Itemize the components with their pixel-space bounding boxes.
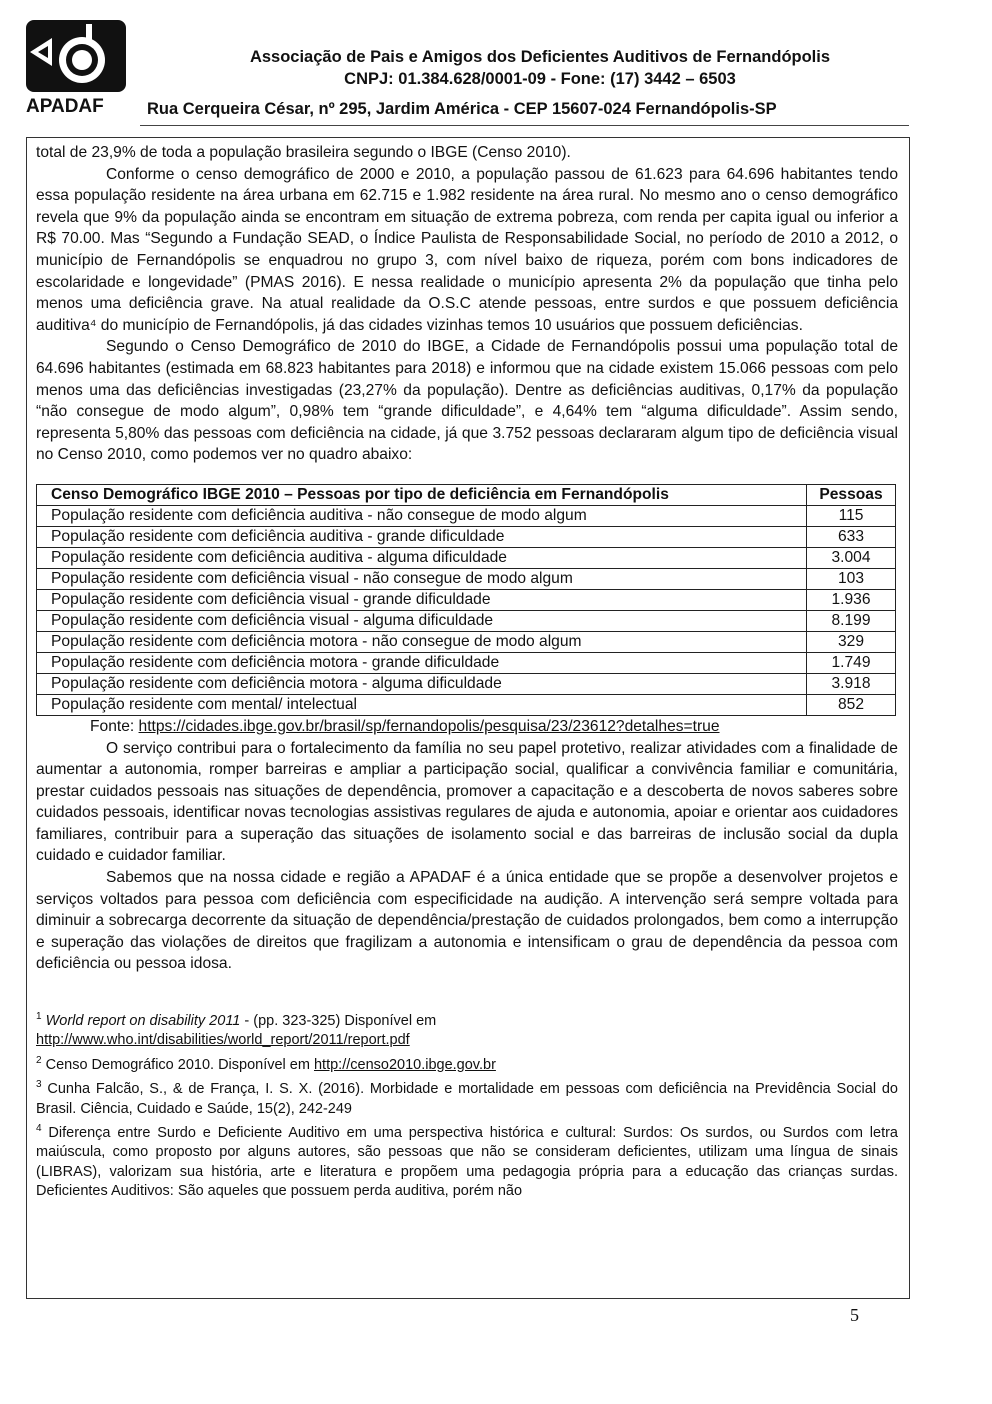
row-value: 103 — [807, 568, 896, 589]
row-value: 1.749 — [807, 652, 896, 673]
row-value: 3.918 — [807, 673, 896, 694]
footnote-4 — [36, 1119, 898, 1202]
row-label: População residente com deficiência motora - alguma dificuldade — [37, 673, 807, 694]
row-value: 3.004 — [807, 547, 896, 568]
paragraph-4: O serviço contribui para o fortalecimento da família no seu papel protetivo, realizar atividades com a finalidade de aumentar a autonomia, romper barreiras e ampliar a participação social, qualificar a convivência familiar e comunitária, prestar cuidados pessoais nas situações de dependência, promover a capacitação e a descoberta de novos saberes sobre cuidados pessoais, identificar novas tecnologias assistivas regulares de ajuda e autonomia, apoiar e orientar aos cuidadores familiares, contribuir para a superação das situações de isolamento social e das barreiras de inclusão social da dupla cuidado e cuidador familiar. — [36, 739, 898, 865]
table-row — [37, 547, 896, 568]
table-row — [37, 526, 896, 547]
row-value: 1.936 — [807, 589, 896, 610]
table-row — [37, 505, 896, 526]
table-source — [90, 716, 898, 738]
footnote-4-text: Diferença entre Surdo e Deficiente Auditivo em uma perspectiva histórica e cultural: Surdos: Os surdos, ou Surdos com letra maiúscula, como proposto por alguns autores, são pessoas que não se consideram deficientes, utilizam uma língua de sinais (LIBRAS), valorizam sua história, arte e literatura e propõem uma pedagogia própria para a educação das crianças surdas. Deficientes Auditivos: São aqueles que possuem perda auditiva, porém não — [36, 1124, 898, 1200]
paragraph-3: Segundo o Censo Demográfico de 2010 do IBGE, a Cidade de Fernandópolis possui uma população total de 64.696 habitantes (estimada em 68.823 habitantes para 2018) e informou que na cidade existem 15.066 pessoas com pelo menos uma das deficiências investigadas (23,27% da população). Dentre as deficiências auditivas, 0,17% da população “não consegue de modo algum”, 0,98% tem “grande dificuldade”, e 4,64% tem “alguma dificuldade”. Assim sendo, representa 5,80% das pessoas com deficiência na cidade, já que 3.752 pessoas declararam algum tipo de deficiência visual no Censo 2010, como podemos ver no quadro abaixo: — [36, 338, 898, 464]
cnpj-line: CNPJ: 01.384.628/0001-09 - Fone: (17) 3442 – 6503 — [344, 70, 736, 88]
row-label: População residente com deficiência motora - não consegue de modo algum — [37, 631, 807, 652]
row-label: População residente com deficiência visual - grande dificuldade — [37, 589, 807, 610]
row-label: População residente com deficiência auditiva - alguma dificuldade — [37, 547, 807, 568]
footnote-4-number: 4 — [36, 1123, 42, 1135]
footnotes — [36, 1007, 898, 1202]
table-row — [37, 568, 896, 589]
header-divider — [140, 125, 909, 126]
paragraph-1: total de 23,9% de toda a população brasileira segundo o IBGE (Censo 2010). — [36, 144, 571, 161]
table-header-label: Censo Demográfico IBGE 2010 – Pessoas por tipo de deficiência em Fernandópolis — [37, 484, 807, 505]
page-content — [36, 142, 898, 1202]
paragraph-2: Conforme o censo demográfico de 2000 e 2010, a população passou de 61.623 para 64.696 habitantes tendo essa população residente na área urbana em 62.715 e 1.982 residente na área rural. No mesmo ano o censo demográfico revela que 9% da população ainda se encontram em situação de extrema pobreza, com renda per capita igual ou inferior a R$ 70.00. Mas “Segundo a Fundação SEAD, o Índice Paulista de Responsabilidade Social, no período de 2010 a 2012, o município de Fernandópolis se enquadrou no grupo 3, com nível baixo de riqueza, porém com bons indicadores de escolaridade e longevidade” (PMAS 2016). E nessa realidade o município apresenta 2% da população que tinha pelo menos uma deficiência grave. Na atual realidade da O.S.C atende pessoas, entre surdos e que possuem deficiência auditiva⁴ do município de Fernandópolis, já das cidades vizinhas temos 10 usuários que possuem deficiências. — [36, 165, 898, 334]
row-value: 8.199 — [807, 610, 896, 631]
source-prefix: Fonte: — [90, 717, 139, 735]
org-name: Associação de Pais e Amigos dos Deficientes Auditivos de Fernandópolis — [249, 48, 831, 66]
letterhead — [150, 46, 930, 90]
table-row — [37, 673, 896, 694]
footnote-2-number: 2 — [36, 1054, 42, 1066]
footnote-1 — [36, 1007, 898, 1051]
paragraph-5: Sabemos que na nossa cidade e região a APADAF é a única entidade que se propõe a desenvolver projetos e serviços voltados para pessoa com deficiência com especificidade na audição. A intervenção será sempre voltada para diminuir a sobrecarga decorrente da situação de dependência/prestação de cuidados prolongados, bem como a interrupção e superação das violações de direitos que fragilizam a autonomia e intensificam o grau de dependência da pessoa com deficiência ou pessoa idosa. — [36, 869, 898, 973]
footnote-3 — [36, 1075, 898, 1119]
row-label: População residente com deficiência auditiva - não consegue de modo algum — [37, 505, 807, 526]
footnote-2-link[interactable]: http://censo2010.ibge.gov.br — [313, 1056, 496, 1073]
footnote-1-title: World report on disability 2011 — [45, 1012, 241, 1029]
table-row — [37, 589, 896, 610]
apadaf-logo — [22, 18, 137, 118]
logo-text: APADAF — [26, 96, 104, 117]
footnote-1-link[interactable]: http://www.who.int/disabilities/world_report/2011/report.pdf — [36, 1032, 410, 1049]
table-row — [37, 652, 896, 673]
census-table — [36, 484, 896, 716]
address-line: Rua Cerqueira César, nº 295, Jardim América - CEP 15607-024 Fernandópolis-SP — [147, 100, 777, 118]
row-label: População residente com deficiência motora - grande dificuldade — [37, 652, 807, 673]
table-header-row — [37, 484, 896, 505]
row-value: 852 — [807, 694, 896, 715]
table-row — [37, 694, 896, 715]
footnote-2-text: Censo Demográfico 2010. Disponível em — [45, 1056, 314, 1073]
row-label: População residente com deficiência visual - não consegue de modo algum — [37, 568, 807, 589]
footnote-2 — [36, 1051, 898, 1075]
table-row — [37, 610, 896, 631]
footnote-1-number: 1 — [36, 1011, 42, 1023]
row-label: População residente com deficiência auditiva - grande dificuldade — [37, 526, 807, 547]
row-value: 115 — [807, 505, 896, 526]
table-row — [37, 631, 896, 652]
page-number: 5 — [850, 1305, 859, 1325]
row-label: População residente com deficiência visual - alguma dificuldade — [37, 610, 807, 631]
row-value: 633 — [807, 526, 896, 547]
footnote-1-text: - (pp. 323-325) Disponível em — [240, 1012, 437, 1029]
source-link[interactable]: https://cidades.ibge.gov.br/brasil/sp/fernandopolis/pesquisa/23/23612?detalhes=true — [138, 717, 720, 735]
row-label: População residente com mental/ intelectual — [37, 694, 807, 715]
footnote-3-text: Cunha Falcão, S., & de França, I. S. X. (2016). Morbidade e mortalidade em pessoas com deficiência na Previdência Social do Brasil. Ciência, Cuidado e Saúde, 15(2), 242-249 — [36, 1081, 898, 1117]
row-value: 329 — [807, 631, 896, 652]
footnote-3-number: 3 — [36, 1079, 42, 1091]
table-header-count: Pessoas — [807, 484, 896, 505]
